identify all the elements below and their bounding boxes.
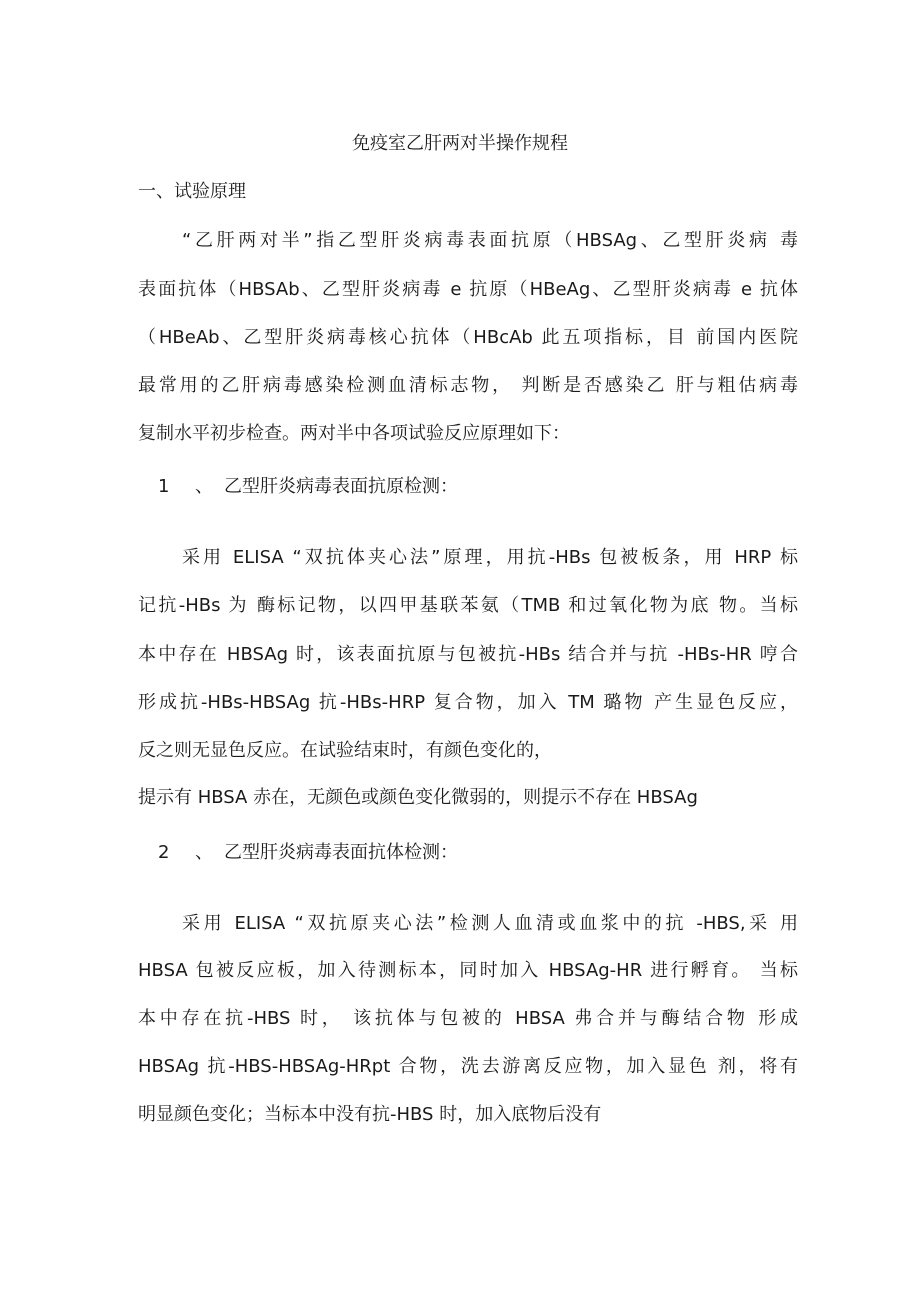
item-number: 2 [158,842,170,863]
paragraph-line: “乙肝两对半”指乙型肝炎病毒表面抗原（HBSAg、乙型肝炎病 毒 [182,230,798,251]
paragraph-line: （HBeAb、乙型肝炎病毒核心抗体（HBcAb 此五项指标，目 前国内医院 [138,327,798,348]
paragraph-line: 本中存在 HBSAg 时，该表面抗原与包被抗-HBs 结合并与抗 -HBs-HR 哼合 [138,644,798,665]
item-separator: 、 [195,476,213,497]
paragraph-line: HBSAg 抗-HBS-HBSAg-HRpt 合物，洗去游离反应物，加入显色 剂，将有 [138,1056,798,1077]
item-heading-hbsag [158,474,458,500]
item-heading-anti-hbs [158,840,458,866]
item-separator: 、 [195,842,213,863]
paragraph-line: 形成抗-HBs-HBSAg 抗-HBs-HRP 复合物，加入 TM 璐物 产生显色反应， [138,692,798,713]
paragraph-line: 反之则无显色反应。在试验结束时，有颜色变化的， [138,740,552,761]
paragraph-line: 明显颜色变化；当标本中没有抗-HBS 时，加入底物后没有 [138,1104,602,1125]
paragraph-line: 提示有 HBSA 赤在，无颜色或颜色变化微弱的，则提示不存在 HBSAg [138,787,698,808]
paragraph-line: 表面抗体（HBSAb、乙型肝炎病毒 e 抗原（HBeAg、乙型肝炎病毒 e 抗体 [138,279,798,300]
paragraph-line: 采用 ELISA “双抗体夹心法”原理，用抗-HBs 包被板条，用 HRP 标 [182,547,798,568]
item-heading-text: 乙型肝炎病毒表面抗原检测： [224,476,458,497]
paragraph-line: 采用 ELISA “双抗原夹心法”检测人血清或血浆中的抗 -HBS,采 用 [182,913,798,934]
paragraph-line: 复制水平初步检查。两对半中各项试验反应原理如下： [138,423,570,444]
paragraph-line: HBSA 包被反应板，加入待测标本，同时加入 HBSAg-HR 进行孵育。 当标 [138,960,798,981]
paragraph-line: 记抗-HBs 为 酶标记物，以四甲基联苯氨（TMB 和过氧化物为底 物。当标 [138,595,798,616]
paragraph-line: 本中存在抗-HBS 时， 该抗体与包被的 HBSA 弗合并与酶结合物 形成 [138,1008,798,1029]
item-heading-text: 乙型肝炎病毒表面抗体检测： [224,842,458,863]
section-heading-principle: 一、试验原理 [138,181,246,202]
document-title: 免疫室乙肝两对半操作规程 [352,133,568,154]
paragraph-line: 最常用的乙肝病毒感染检测血清标志物， 判断是否感染乙 肝与粗估病毒 [138,375,798,396]
item-number: 1 [158,476,170,497]
